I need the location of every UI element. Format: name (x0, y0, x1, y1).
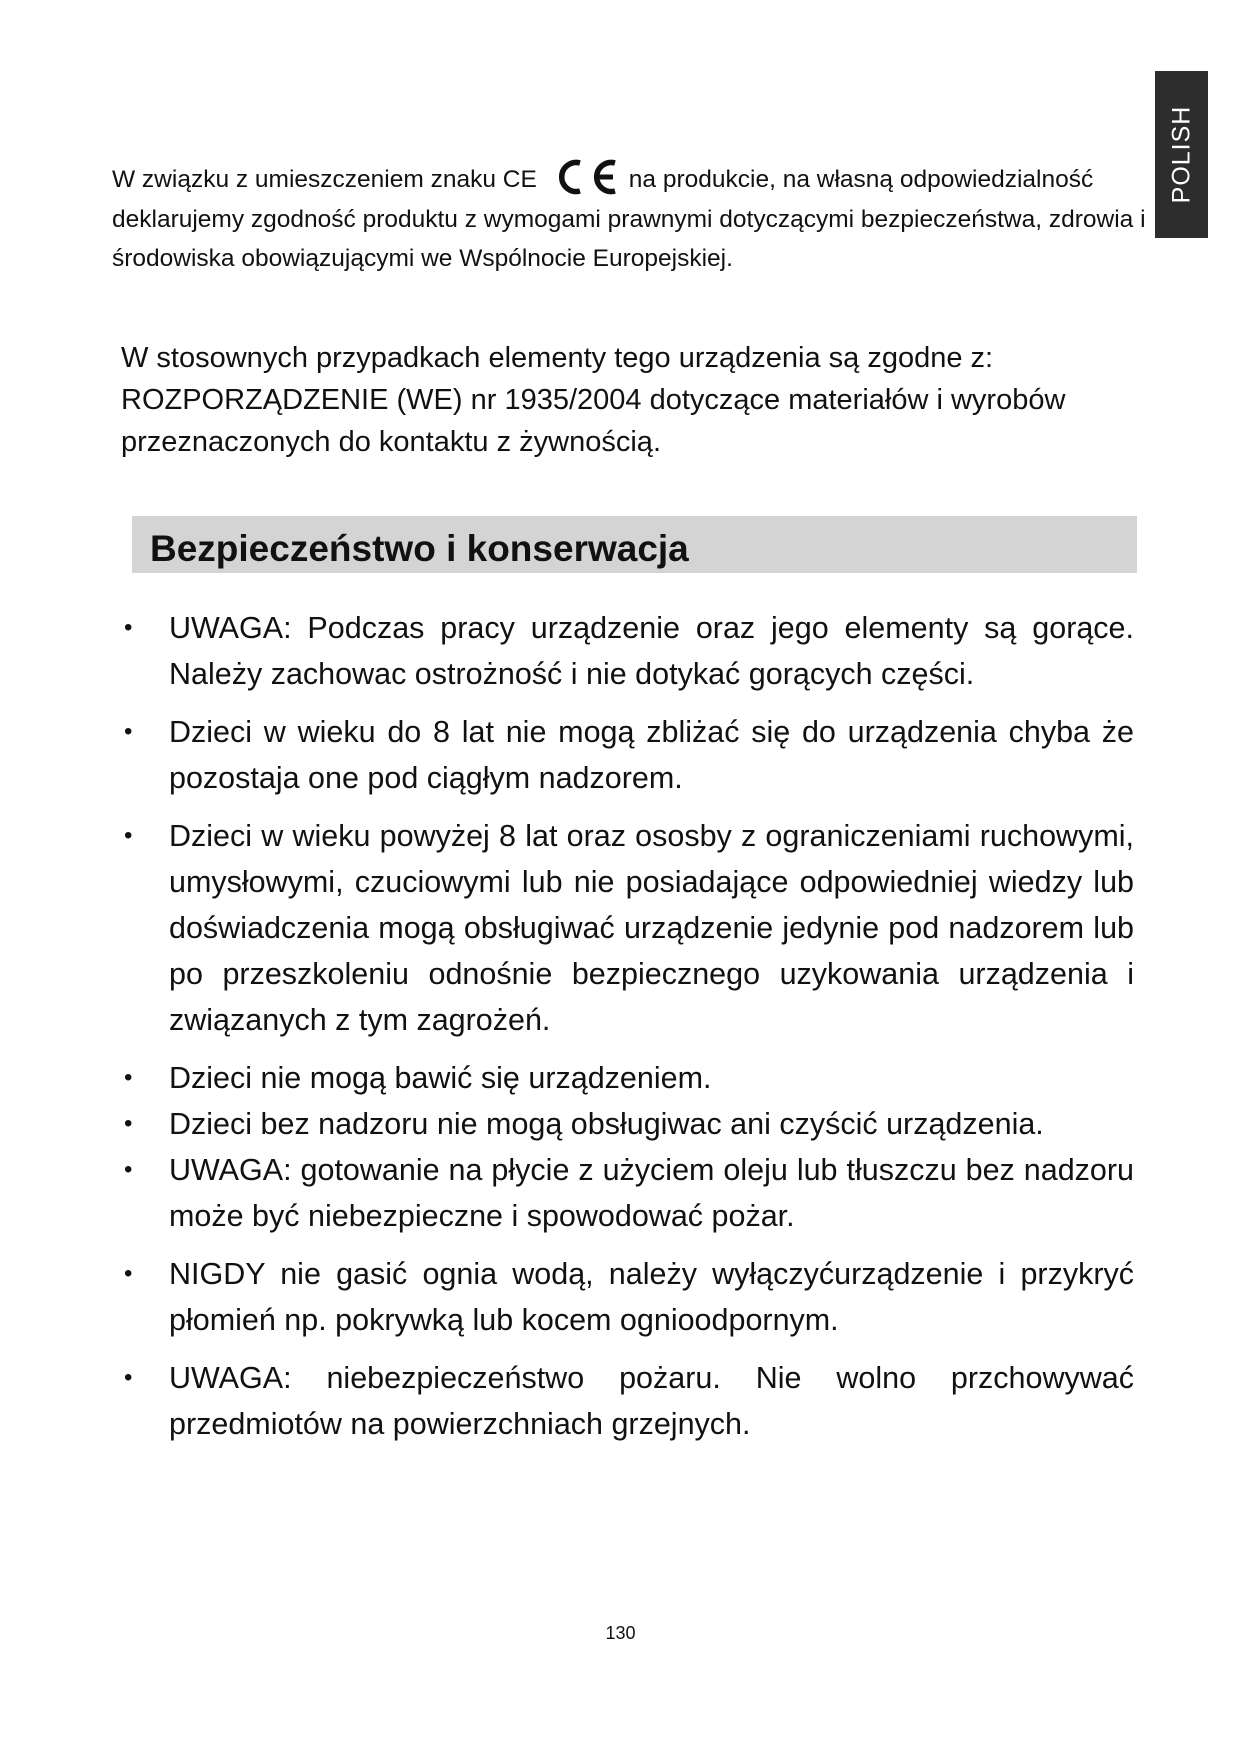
list-item: • Dzieci bez nadzoru nie mogą obsługiwac ani czyścić urządzenia. (124, 1101, 1134, 1147)
ce-declaration-text-start: W związku z umieszczeniem znaku CE (112, 166, 537, 193)
regulation-compliance-paragraph: W stosownych przypadkach elementy tego urządzenia są zgodne z: ROZPORZĄDZENIE (WE) nr 1935/2004 dotyczące materiałów i wyrobów przeznaczonych do kontaktu z żywnością. (121, 342, 1066, 458)
language-tab (1155, 71, 1208, 238)
ce-declaration-paragraph (112, 157, 1152, 279)
list-item: • Dzieci w wieku powyżej 8 lat oraz ososby z ograniczeniami ruchowymi, umysłowymi, czuciowymi lub nie posiadające odpowiedniej wiedzy lub doświadczenia mogą obsługiwać urządzenie jedynie pod nadzorem lub po przeszkoleniu odnośnie bezpiecznego uzykowania urządzenia i związanych z tym zagrożeń. (124, 813, 1134, 1043)
bullet-icon: • (124, 1156, 133, 1183)
list-item: • Dzieci w wieku do 8 lat nie mogą zbliżać się do urządzenia chyba że pozostaja one pod ciągłym nadzorem. (124, 709, 1134, 801)
list-item: • UWAGA: niebezpieczeństwo pożaru. Nie wolno przchowywać przedmiotów na powierzchniach grzejnych. (124, 1355, 1134, 1447)
bullet-icon: • (124, 1364, 133, 1391)
bullet-icon: • (124, 1064, 133, 1091)
bullet-icon: • (124, 614, 133, 641)
safety-bullet-list (124, 605, 1134, 1447)
bullet-icon: • (124, 822, 133, 849)
list-item: • Dzieci nie mogą bawić się urządzeniem. (124, 1055, 1134, 1101)
ce-declaration-text-end: na produkcie, na własną odpowiedzialność deklarujemy zgodność produktu z wymogami prawnymi dotyczącymi bezpieczeństwa, zdrowia i środowiska obowiązującymi we Wspólnocie Europejskiej. (112, 166, 1146, 272)
bullet-icon: • (124, 718, 133, 745)
list-item: • NIGDY nie gasić ognia wodą, należy wyłączyćurządzenie i przykryć płomień np. pokrywką lub kocem ognioodpornym. (124, 1251, 1134, 1343)
list-item: • UWAGA: Podczas pracy urządzenie oraz jego elementy są gorące. Należy zachowac ostrożność i nie dotykać gorących części. (124, 605, 1134, 697)
bullet-icon: • (124, 1110, 133, 1137)
bullet-icon: • (124, 1260, 133, 1287)
ce-mark-icon (551, 157, 621, 197)
section-heading-safety: Bezpieczeństwo i konserwacja (132, 516, 1137, 573)
language-tab-label: POLISH (1167, 105, 1196, 204)
list-item: • UWAGA: gotowanie na płycie z użyciem oleju lub tłuszczu bez nadzoru może być niebezpieczne i spowodować pożar. (124, 1147, 1134, 1239)
page-number: 130 (605, 1623, 636, 1643)
